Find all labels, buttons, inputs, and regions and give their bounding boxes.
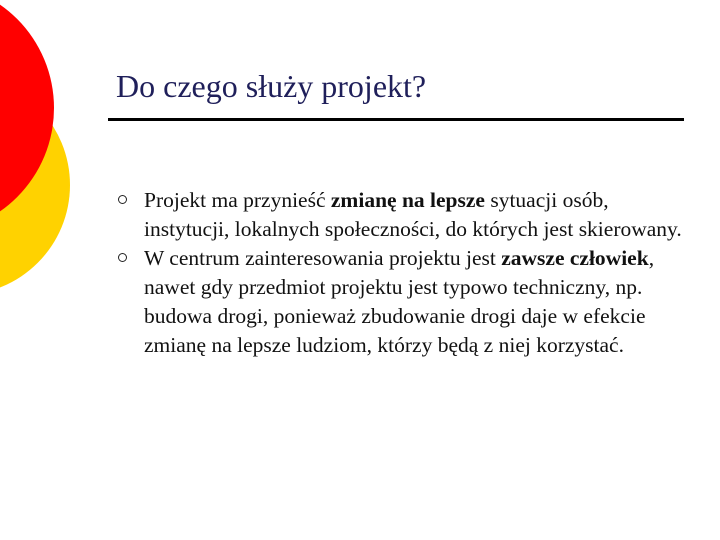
bullet-text-part: , nawet gdy przedmiot projektu jest typowo techniczny, np. budowa drogi, ponieważ zbudowanie drogi daje w efekcie zmianę na lepsze ludziom, którzy będą z niej korzystać.: [144, 246, 655, 357]
list-item: [116, 244, 686, 360]
bullet-text-part: sytuacji osób, instytucji, lokalnych społeczności, do których jest skierowany.: [144, 188, 682, 241]
bullet-text-part: W centrum zainteresowania projektu jest: [144, 246, 502, 270]
slide-title: Do czego służy projekt?: [116, 68, 427, 104]
bullet-list: [116, 186, 686, 360]
hollow-circle-bullet-icon: [118, 253, 127, 262]
bullet-text-emphasis: zmianę na lepsze: [330, 188, 485, 212]
bullet-text-emphasis: zawsze człowiek: [501, 246, 649, 270]
hollow-circle-bullet-icon: [118, 195, 127, 204]
bullet-text-part: Projekt ma przynieść: [144, 188, 331, 212]
title-underline: [108, 118, 684, 121]
list-item: [116, 186, 686, 244]
